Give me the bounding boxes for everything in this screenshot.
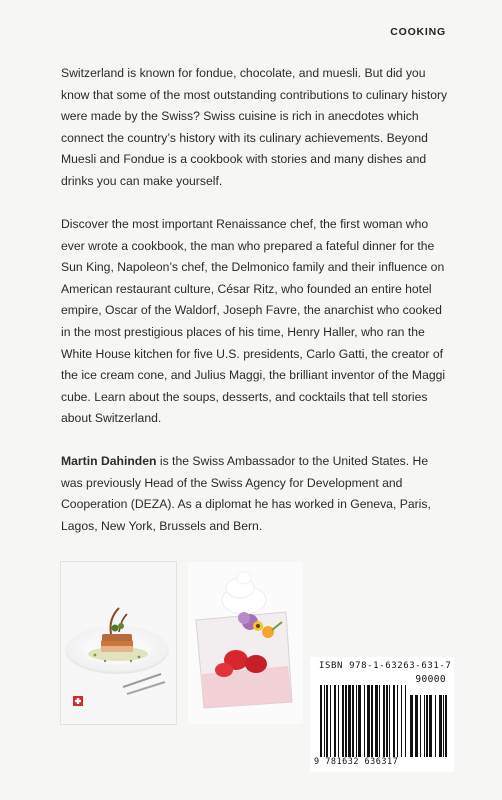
barcode-bar: [426, 695, 428, 757]
barcode-bar: [334, 685, 336, 757]
intro-paragraph: Switzerland is known for fondue, chocolate, and muesli. But did you know that some of the most outstanding contributions to culinary history were made by the Swiss? Swiss cuisine is rich in anecdotes which connect the country’s history with its culinary achievements. Beyond Muesli and Fondue is a cookbook with stories and many dishes and drinks you can make yourself.: [61, 66, 448, 188]
barcode-addon-number: 90000: [415, 674, 446, 685]
strawberry-dessert-icon: [188, 562, 303, 724]
barcode-addon-bars: [410, 695, 448, 757]
barcode-bar: [410, 695, 413, 757]
barcode-bar: [320, 685, 322, 757]
barcode-bar: [371, 685, 373, 757]
barcode-bar: [330, 685, 331, 757]
author-name: Martin Dahinden: [61, 454, 157, 468]
barcode-main-bars: [320, 685, 406, 757]
barcode-bar: [345, 685, 347, 757]
ean-number: 9 781632 636317: [314, 757, 399, 767]
barcode-bar: [342, 685, 344, 757]
barcode-bar: [420, 695, 421, 757]
barcode-bar: [397, 685, 398, 757]
author-paragraph: [61, 451, 453, 537]
barcode-bar: [435, 695, 436, 757]
isbn-barcode: [310, 657, 454, 772]
barcode-bar: [375, 685, 378, 757]
isbn-text: ISBN 978-1-63263-631-7: [319, 661, 452, 671]
barcode-bar: [324, 685, 325, 757]
barcode-bar: [338, 685, 339, 757]
barcode-bar: [389, 685, 390, 757]
barcode-bar: [326, 685, 328, 757]
plated-fish-dish-icon: [61, 562, 176, 724]
discover-paragraph: Discover the most important Renaissance chef, the first woman who ever wrote a cookbook, the man who prepared a fateful dinner for the Sun King, Napoleon’s chef, the Delmonico family and their influence on American restaurant culture, César Ritz, who founded an entire hotel empire, Oscar of the Waldorf, Joseph Favre, the anarchist who cooked in the most prestigious places of his time, Henry Haller, who ran the White House kitchen for five U.S. presidents, Carlo Gatti, the creator of the ice cream cone, and Julius Maggi, the brilliant inventor of the Maggi cube. Learn about the soups, desserts, and cocktails that tell stories about Switzerland.: [61, 217, 446, 426]
barcode-bar: [443, 695, 444, 757]
barcode-bar: [439, 695, 442, 757]
barcode-bar: [383, 685, 385, 757]
plated-fish-dish-photo: [61, 562, 176, 724]
barcode-bar: [393, 685, 395, 757]
barcode-bar: [401, 685, 402, 757]
barcode-bar: [386, 685, 388, 757]
barcode-bar: [429, 695, 432, 757]
barcode-bar: [424, 695, 425, 757]
strawberry-dessert-photo: [188, 562, 303, 724]
barcode-bar: [352, 685, 354, 757]
author-bio: is the Swiss Ambassador to the United States. He was previously Head of the Swiss Agency for Development and Cooperation (DEZA). As a diplomat he has worked in Geneva, Paris, Lagos, New York, Brussels and Bern.: [61, 454, 431, 533]
barcode-bar: [379, 685, 380, 757]
barcode-bar: [364, 685, 365, 757]
category-label: COOKING: [390, 26, 446, 38]
barcode-bar: [445, 695, 447, 757]
barcode-bar: [367, 685, 370, 757]
barcode-bar: [405, 685, 406, 757]
barcode-bar: [348, 685, 351, 757]
barcode-bar: [358, 685, 361, 757]
barcode-bar: [356, 685, 357, 757]
barcode-bar: [415, 695, 418, 757]
